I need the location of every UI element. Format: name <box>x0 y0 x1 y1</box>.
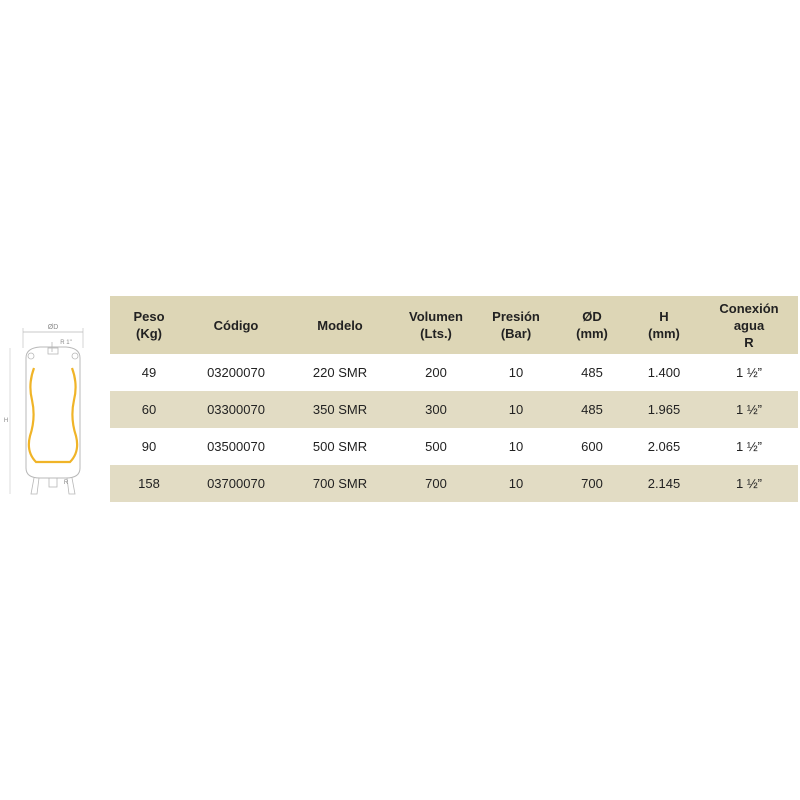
cell-modelo: 700 SMR <box>284 465 396 502</box>
leg-left <box>31 478 39 494</box>
cell-presion: 10 <box>476 354 556 391</box>
table-row <box>110 354 798 391</box>
table-row <box>110 428 798 465</box>
header-peso: Peso (Kg) <box>110 296 188 354</box>
cell-presion: 10 <box>476 465 556 502</box>
tank-drawing <box>0 318 100 500</box>
outlet-label: R <box>63 480 69 486</box>
cell-peso: 158 <box>110 465 188 502</box>
cell-volumen: 500 <box>396 428 476 465</box>
leg-right <box>67 478 75 494</box>
lifting-eye-left <box>28 353 34 359</box>
cell-conexion: 1 ½” <box>700 354 798 391</box>
table-row <box>110 391 798 428</box>
cell-volumen: 300 <box>396 391 476 428</box>
header-conexion: Conexión agua R <box>700 296 798 354</box>
cell-conexion: 1 ½” <box>700 391 798 428</box>
bottom-outlet <box>49 478 57 487</box>
cell-codigo: 03300070 <box>188 391 284 428</box>
cell-h: 1.400 <box>628 354 700 391</box>
cell-h: 2.145 <box>628 465 700 502</box>
cell-volumen: 700 <box>396 465 476 502</box>
cell-h: 1.965 <box>628 391 700 428</box>
cell-modelo: 220 SMR <box>284 354 396 391</box>
tank-diagram <box>0 318 100 500</box>
spec-table <box>110 296 798 502</box>
cell-h: 2.065 <box>628 428 700 465</box>
cell-peso: 49 <box>110 354 188 391</box>
cell-od: 485 <box>556 391 628 428</box>
header-modelo: Modelo <box>284 296 396 354</box>
h-label: H <box>3 418 9 424</box>
cell-codigo: 03200070 <box>188 354 284 391</box>
cell-volumen: 200 <box>396 354 476 391</box>
cell-presion: 10 <box>476 391 556 428</box>
cell-modelo: 500 SMR <box>284 428 396 465</box>
header-codigo: Código <box>188 296 284 354</box>
lifting-eye-right <box>72 353 78 359</box>
membrane-outline <box>29 368 77 462</box>
header-volumen: Volumen (Lts.) <box>396 296 476 354</box>
table-header-row <box>110 296 798 354</box>
cell-codigo: 03500070 <box>188 428 284 465</box>
cell-presion: 10 <box>476 428 556 465</box>
cell-codigo: 03700070 <box>188 465 284 502</box>
header-presion: Presión (Bar) <box>476 296 556 354</box>
cell-od: 600 <box>556 428 628 465</box>
cell-od: 485 <box>556 354 628 391</box>
table-row <box>110 465 798 502</box>
top-fitting <box>48 348 58 354</box>
od-label: ØD <box>47 324 59 331</box>
connection-label: R 1" <box>60 340 72 346</box>
cell-peso: 60 <box>110 391 188 428</box>
header-h: H (mm) <box>628 296 700 354</box>
cell-modelo: 350 SMR <box>284 391 396 428</box>
cell-conexion: 1 ½” <box>700 428 798 465</box>
cell-od: 700 <box>556 465 628 502</box>
header-od: ØD (mm) <box>556 296 628 354</box>
cell-peso: 90 <box>110 428 188 465</box>
cell-conexion: 1 ½” <box>700 465 798 502</box>
